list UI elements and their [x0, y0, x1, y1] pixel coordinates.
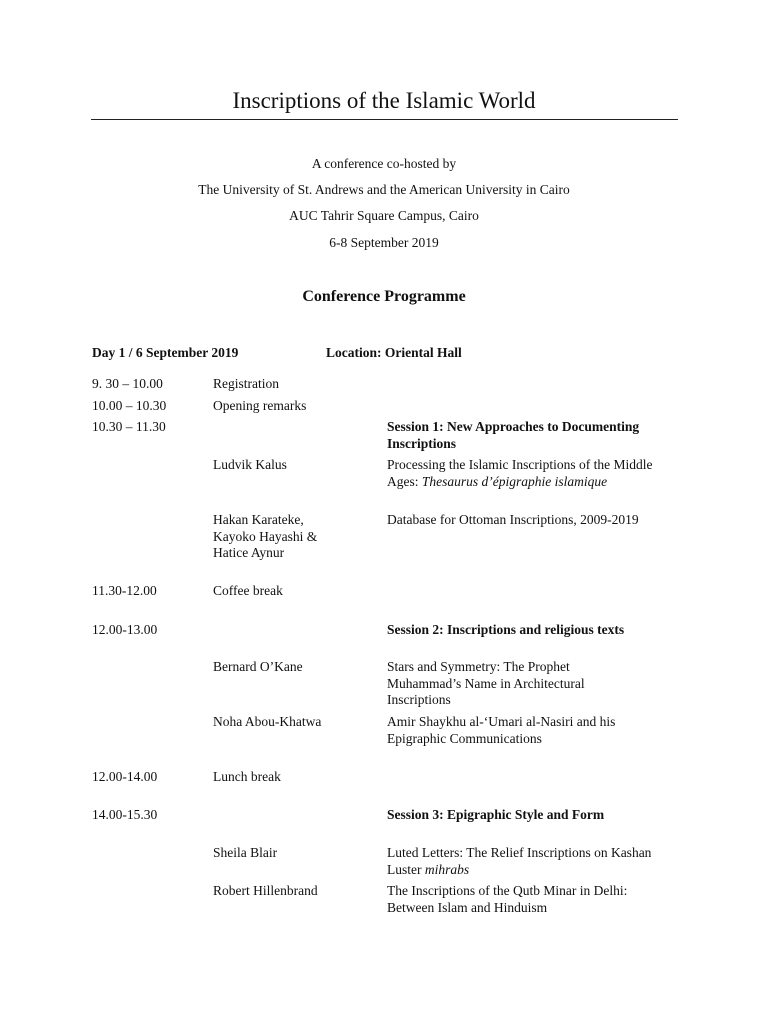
intro-cohosted: A conference co-hosted by	[311, 156, 457, 171]
row-item: Opening remarks	[213, 398, 307, 413]
row-time: 9. 30 – 10.00	[92, 376, 163, 391]
talk-title: Stars and Symmetry: The Prophet Muhammad’s Name in Architectural Inscriptions	[387, 659, 585, 707]
day-label: Day 1 / 6 September 2019	[92, 345, 239, 360]
row-time: 14.00-15.30	[92, 807, 158, 822]
session-title: Session 2: Inscriptions and religious texts	[387, 622, 625, 637]
row-item: Coffee break	[213, 583, 283, 598]
row-time: 12.00-13.00	[92, 622, 158, 637]
location-label: Location: Oriental Hall	[326, 345, 462, 360]
intro-universities: The University of St. Andrews and the American University in Cairo	[198, 182, 570, 197]
row-item: Registration	[213, 376, 279, 391]
speaker-name: Noha Abou-Khatwa	[213, 714, 322, 729]
row-item: Lunch break	[213, 769, 281, 784]
talk-title-text: Luted Letters: The Relief Inscriptions on Kashan Luster	[387, 845, 652, 877]
talk-title: The Inscriptions of the Qutb Minar in Delhi: Between Islam and Hinduism	[387, 883, 628, 915]
talk-title-italic: mihrabs	[424, 861, 470, 877]
title-divider	[91, 119, 678, 120]
intro-dates: 6-8 September 2019	[329, 235, 439, 250]
talk-title	[387, 457, 677, 490]
row-time: 10.00 – 10.30	[92, 398, 167, 413]
session-title: Session 3: Epigraphic Style and Form	[387, 807, 605, 822]
speaker-name: Bernard O’Kane	[213, 659, 303, 674]
intro-venue: AUC Tahrir Square Campus, Cairo	[289, 208, 479, 223]
row-time: 11.30-12.00	[92, 583, 157, 598]
speaker-name: Robert Hillenbrand	[213, 883, 318, 898]
programme-heading: Conference Programme	[302, 288, 466, 305]
speaker-name: Hakan Karateke, Kayoko Hayashi & Hatice Aynur	[213, 512, 318, 560]
talk-title-text: Processing the Islamic Inscriptions of the Middle Ages:	[387, 457, 653, 489]
document-title: Inscriptions of the Islamic World	[232, 88, 536, 113]
row-time: 12.00-14.00	[92, 769, 158, 784]
speaker-name: Sheila Blair	[213, 845, 278, 860]
talk-title-italic: Thesaurus d’épigraphie islamique	[421, 473, 608, 489]
speaker-name: Ludvik Kalus	[213, 457, 287, 472]
session-title: Session 1: New Approaches to Documenting Inscriptions	[387, 419, 640, 451]
talk-title: Amir Shaykhu al-‘Umari al-Nasiri and his Epigraphic Communications	[387, 714, 616, 746]
talk-title	[387, 845, 652, 878]
talk-title: Database for Ottoman Inscriptions, 2009-2019	[387, 512, 639, 527]
row-time: 10.30 – 11.30	[92, 419, 166, 434]
